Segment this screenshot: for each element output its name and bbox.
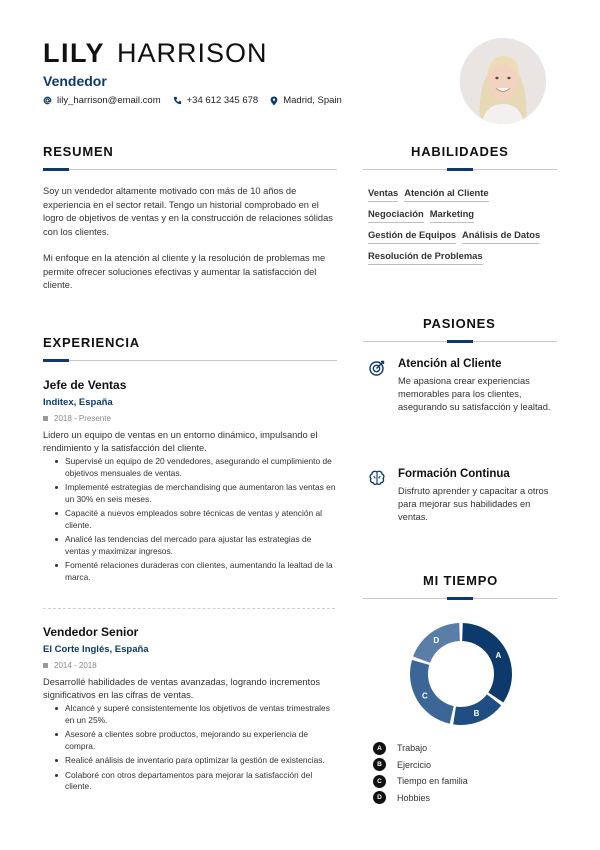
skill-row [368, 208, 558, 223]
skill-tag: Gestión de Equipos [368, 229, 456, 244]
donut-label-c: C [421, 691, 428, 701]
phone-text: +34 612 345 678 [186, 95, 259, 106]
summary-paragraph-2: Mi enfoque en la atención al cliente y la resolución de problemas me permite ofrecer soluciones efectivas y aumentar la satisfacción del cliente. [43, 253, 326, 290]
contact-phone[interactable] [173, 95, 259, 106]
contact-location [270, 95, 342, 106]
donut-label-a: A [495, 650, 502, 660]
job-bullet: Fomenté relaciones duraderas con clientes, aumentando la lealtad de la marca. [55, 560, 338, 583]
skill-tag: Marketing [430, 208, 474, 223]
summary-heading: RESUMEN [43, 144, 114, 159]
legend-key: B [373, 758, 386, 771]
job-bullets [43, 456, 338, 583]
time-accent [447, 597, 473, 600]
job-bullet: Capacité a nuevos empleados sobre técnicas de ventas y atención al cliente. [55, 508, 338, 531]
job-bullet: Implementé estrategias de merchandising que aumentaron las ventas en un 30% en seis meses. [55, 482, 338, 505]
job-bullet: Analicé las tendencias del mercado para ajustar las estrategias de ventas y maximizar ingresos. [55, 534, 338, 557]
experience-rule [43, 360, 337, 361]
job-company: Inditex, España [43, 397, 113, 408]
job-company: El Corte Inglés, España [43, 644, 149, 655]
job-entry [43, 625, 338, 796]
contact-email[interactable] [43, 95, 161, 106]
target-icon [368, 358, 386, 414]
legend-label: Tiempo en familia [397, 776, 468, 787]
legend-label: Hobbies [397, 792, 431, 803]
job-bullet: Supervisé un equipo de 20 vendedores, asegurando el cumplimiento de objetivos mensuales de ventas. [55, 456, 338, 479]
skill-tag: Análisis de Datos [462, 229, 540, 244]
passion-title: Formación Continua [398, 468, 510, 480]
skill-tag: Ventas [368, 187, 398, 202]
skills-accent [447, 168, 473, 171]
legend-label: Trabajo [397, 743, 428, 754]
at-icon [43, 96, 52, 105]
job-bullet: Alcancé y superé consistentemente los objetivos de ventas trimestrales en un 25%. [55, 703, 338, 726]
job-role: Vendedor Senior [43, 625, 139, 639]
time-heading: MI TIEMPO [423, 573, 499, 588]
passion-title: Atención al Cliente [398, 358, 502, 370]
job-bullet: Colaboré con otros departamentos para mejorar la satisfacción del cliente. [55, 770, 338, 793]
job-dates-text: 2014 - 2018 [54, 661, 97, 670]
legend-item [373, 790, 468, 807]
passions-accent [447, 340, 473, 343]
contact-row [43, 95, 354, 106]
job-entry [43, 378, 338, 586]
legend-label: Ejercicio [397, 759, 432, 770]
job-dates [43, 661, 338, 670]
donut-label-b: B [473, 709, 480, 719]
job-bullet: Realicé análisis de inventario para optimizar la gestión de existencias. [55, 755, 338, 767]
legend-key: C [373, 775, 386, 788]
job-role: Jefe de Ventas [43, 378, 127, 392]
summary-rule [43, 169, 337, 170]
passion-item [368, 468, 558, 524]
profile-photo [460, 38, 546, 124]
last-name: HARRISON [117, 38, 268, 68]
phone-icon [173, 96, 182, 105]
email-text: lily_harrison@email.com [57, 95, 161, 106]
passion-description: Disfruto aprender y capacitar a otros para mejorar sus habilidades en ventas. [398, 486, 549, 522]
job-dates [43, 414, 338, 423]
skill-row [368, 250, 558, 265]
calendar-icon [43, 663, 48, 668]
legend-key: D [373, 791, 386, 804]
skill-row [368, 229, 558, 244]
time-donut-chart [405, 618, 517, 730]
summary-paragraph-1: Soy un vendedor altamente motivado con más de 10 años de experiencia en el sector retail. Tengo un historial comprobado en el logro de objetivos de ventas y en la construcción de relaciones sólidas con los clientes. [43, 186, 333, 237]
brain-icon [368, 468, 386, 524]
job-title: Vendedor [43, 73, 107, 89]
first-name: LILY [43, 38, 106, 68]
donut-slice-a [462, 623, 512, 702]
legend-item [373, 757, 468, 774]
skills-heading: HABILIDADES [411, 144, 509, 159]
job-bullet: Asesoré a clientes sobre productos, mejorando su experiencia de compra. [55, 729, 338, 752]
legend-key: A [373, 742, 386, 755]
donut-label-d: D [433, 636, 440, 646]
skill-tag: Resolución de Problemas [368, 250, 483, 265]
job-dates-text: 2018 - Presente [54, 414, 111, 423]
legend-item [373, 740, 468, 757]
donut-slice-c [410, 660, 454, 724]
job-description: Lidero un equipo de ventas en un entorno dinámico, impulsando el rendimiento y la satisfacción del cliente. [43, 430, 318, 453]
name-heading [43, 38, 268, 69]
passion-description: Me apasiona crear experiencias memorables para los clientes, asegurando su satisfacción y lealtad. [398, 376, 551, 412]
passions-heading: PASIONES [423, 316, 496, 331]
location-text: Madrid, Spain [283, 95, 342, 106]
skills-list [368, 187, 558, 271]
job-bullets [43, 703, 338, 793]
time-legend [373, 740, 468, 806]
passion-item [368, 358, 558, 414]
calendar-icon [43, 416, 48, 421]
experience-accent [43, 359, 69, 362]
job-description: Desarrollé habilidades de ventas avanzadas, logrando incrementos significativos en las cifras de ventas. [43, 677, 321, 700]
skill-tag: Atención al Cliente [404, 187, 488, 202]
job-divider [43, 608, 335, 609]
skill-tag: Negociación [368, 208, 424, 223]
map-pin-icon [270, 96, 278, 106]
experience-heading: EXPERIENCIA [43, 335, 140, 350]
summary-accent [43, 168, 69, 171]
skill-row [368, 187, 558, 202]
passion-body [398, 468, 558, 524]
passion-body [398, 358, 558, 414]
legend-item [373, 773, 468, 790]
